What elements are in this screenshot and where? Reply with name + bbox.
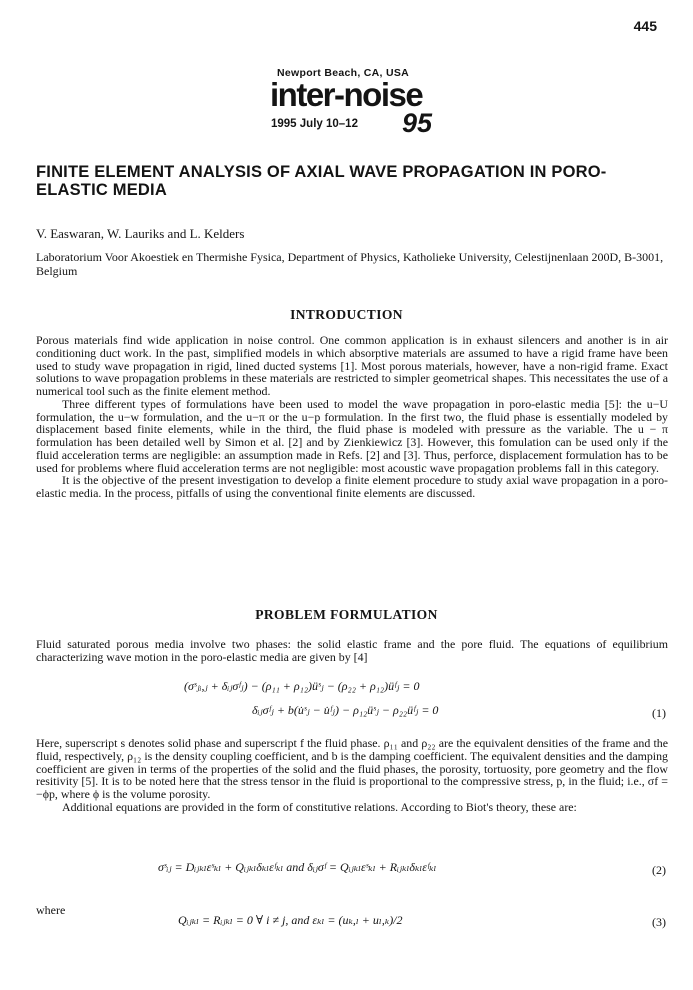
paper-authors: V. Easwaran, W. Lauriks and L. Kelders (36, 226, 245, 241)
equation-2: σˢᵢⱼ = Dᵢⱼₖₗεˢₖₗ + Qᵢⱼₖₗδₖₗεᶠₖₗ and δᵢⱼσᶠ = Qᵢⱼₖₗεˢₖₗ + Rᵢⱼₖₗδₖₗεᶠₖₗ (158, 860, 437, 874)
formulation-paragraph-2: Here, superscript s denotes solid phase and superscript f the fluid phase. ρ₁₁ and ρ₂₂ are the equivalent densities of the frame and the fluid, respectively, ρ₁₂ is the density coupling coefficient, and b is the damping coefficient. The equivalent densities and the damping coefficient are given in terms of the properties of the solid and the fluid phases, the porosity, tortuosity, pore geometry and the flow resitivity [5]. It is to be noted here that the stress tensor in the fluid is proportional to the compressive stress, p, in the fluid; i.e., σf = −ϕp, where ϕ is the volume porosity. (36, 736, 668, 801)
equation-3-number: (3) (652, 915, 666, 929)
section-heading-introduction: INTRODUCTION (290, 307, 403, 322)
paper-title: FINITE ELEMENT ANALYSIS OF AXIAL WAVE PROPAGATION IN PORO-ELASTIC MEDIA (36, 163, 607, 199)
equation-1-line-2: δᵢⱼσᶠⱼ + b(u̇ˢⱼ − u̇ᶠⱼ) − ρ₁₂üˢⱼ − ρ₂₂üᶠⱼ = 0 (252, 703, 439, 717)
intro-paragraph-2: Three different types of formulations have been used to model the wave propagation in poro-elastic media [5]: the u−U formulation, the u−w formulation, and the u−π or the u−p formulation. In the first two, the fluid phase is essentially modeled by displacement based finite elements, while in the third, the fluid phase is modeled with pressure as the variable. The u − π formulation has been detailed well by Simon et al. [2] and by Zienkiewicz [3]. However, this fomulation can be used only if the fluid acceleration terms are negligible: an assumption made in Refs. [2] and [3]. Thus, perforce, displacement formulation has to be used for problems where fluid acceleration terms are not negligible: most acoustic wave propagation problems fall in this category. (36, 396, 668, 475)
conference-logo: inter-noise (270, 76, 423, 113)
section-heading-problem-formulation: PROBLEM FORMULATION (255, 607, 438, 622)
formulation-body (36, 737, 668, 814)
conference-location: Newport Beach, CA, USA (277, 67, 410, 79)
equation-2-number: (2) (652, 863, 666, 877)
equation-3: Qᵢⱼₖₗ = Rᵢⱼₖₗ = 0 ∀ i ≠ j, and εₖₗ = (uₖ,ₗ + uₗ,ₖ)/2 (178, 913, 403, 927)
conference-year-mark: 95 (402, 108, 433, 138)
intro-paragraph-1: Porous materials find wide application in noise control. One common application is in exhaust silencers and another is in air conditioning duct work. In the past, simplified models in which absorptive materials are assumed to have a rigid frame have been used to study wave propagation in rigid, lined ducted systems [1]. Most porous materials, however, have a non-rigid frame. Exact solutions to wave propagation problems in these materials are restricted to simpler geometrical shapes. This necessitates the use of a numerical tool such as the finite element method. (36, 333, 668, 398)
page-number: 445 (633, 18, 657, 34)
paper-affiliation: Laboratorium Voor Akoestiek en Thermishe Fysica, Department of Physics, Katholieke University, Celestijnenlaan 200D, B-3001, Belgium (36, 250, 664, 278)
equation-1-line-1: (σˢⱼᵢ,ⱼ + δᵢⱼσᶠⱼ) − (ρ₁₁ + ρ₁₂)üˢⱼ − (ρ₂₂ + ρ₁₂)üᶠⱼ = 0 (184, 679, 420, 693)
formulation-paragraph-1: Fluid saturated porous media involve two phases: the solid elastic frame and the pore fluid. The equations of equilibrium characterizing wave motion in the poro-elastic media are given by [4] (36, 637, 668, 664)
formulation-intro (36, 638, 668, 664)
equation-1-number: (1) (652, 706, 666, 720)
formulation-paragraph-3: Additional equations are provided in the form of constitutive relations. According to Biot's theory, these are: (62, 799, 577, 814)
intro-paragraph-3: It is the objective of the present investigation to develop a finite element procedure to study axial wave propagation in a poro-elastic media. In the process, pitfalls of using the conventional finite elements are discussed. (36, 473, 668, 500)
introduction-body (36, 334, 668, 500)
where-label: where (36, 903, 66, 917)
conference-date: 1995 July 10–12 (271, 118, 358, 130)
